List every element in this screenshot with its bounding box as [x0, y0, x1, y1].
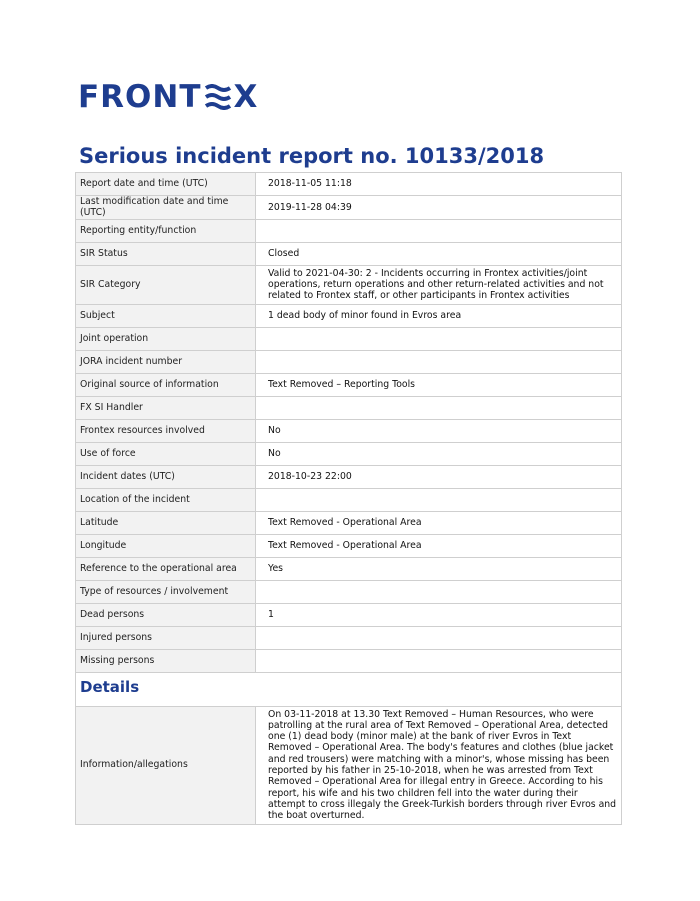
table-row: [76, 511, 622, 534]
field-value: 2019-11-28 04:39: [256, 196, 622, 220]
table-row: [76, 649, 622, 672]
table-row: [76, 626, 622, 649]
table-row: [76, 706, 622, 824]
field-value: [256, 649, 622, 672]
logo-text-left: FRONT: [78, 79, 202, 115]
field-value: [256, 219, 622, 242]
table-row: [76, 327, 622, 350]
field-label: Subject: [76, 304, 256, 327]
table-row: [76, 396, 622, 419]
field-value: [256, 488, 622, 511]
field-value: [256, 580, 622, 603]
field-value: 1: [256, 603, 622, 626]
field-value: No: [256, 419, 622, 442]
report-title: Serious incident report no. 10133/2018: [79, 144, 545, 168]
table-row: [76, 534, 622, 557]
table-row: [76, 196, 622, 220]
field-label: Location of the incident: [76, 488, 256, 511]
logo-text-right: X: [233, 79, 259, 115]
incident-report-table: [75, 172, 622, 825]
field-label: Joint operation: [76, 327, 256, 350]
table-row: [76, 219, 622, 242]
details-heading: Details: [80, 678, 140, 697]
field-label: Reference to the operational area: [76, 557, 256, 580]
field-label: Incident dates (UTC): [76, 465, 256, 488]
table-row: [76, 350, 622, 373]
details-heading-cell: [76, 672, 622, 706]
field-value: Text Removed - Operational Area: [256, 511, 622, 534]
table-row: [76, 373, 622, 396]
field-value: Yes: [256, 557, 622, 580]
field-value: 2018-11-05 11:18: [256, 173, 622, 196]
field-label: Report date and time (UTC): [76, 173, 256, 196]
field-label: Frontex resources involved: [76, 419, 256, 442]
frontex-logo: [78, 79, 259, 115]
table-row: [76, 442, 622, 465]
field-label: FX SI Handler: [76, 396, 256, 419]
table-row: [76, 465, 622, 488]
field-value: Closed: [256, 242, 622, 265]
logo-wave-e-icon: [204, 84, 232, 110]
field-label: Original source of information: [76, 373, 256, 396]
table-row: [76, 580, 622, 603]
field-label: Information/allegations: [76, 706, 256, 824]
table-row: [76, 242, 622, 265]
field-label: SIR Category: [76, 265, 256, 304]
information-allegations-text: On 03-11-2018 at 13.30 Text Removed – Human Resources, who were patrolling at the rural area of Text Removed – Operational Area, detected one (1) dead body (minor male) at the bank of river Evros in Text Removed – Operational Area. The body's features and clothes (blue jacket and red trousers) were matching with a minor's, whose missing has been reported by his father in 25-10-2018, when he was arrested from Text Removed – Operational Area for illegal entry in Greece. According to his report, his wife and his two children fell into the water during their attempt to cross illegaly the Greek-Turkish borders through river Evros and the boat overturned.: [256, 706, 622, 824]
field-value: No: [256, 442, 622, 465]
table-row: [76, 173, 622, 196]
field-value: 1 dead body of minor found in Evros area: [256, 304, 622, 327]
field-value: [256, 626, 622, 649]
field-label: SIR Status: [76, 242, 256, 265]
details-section-row: [76, 672, 622, 706]
field-label: Type of resources / involvement: [76, 580, 256, 603]
field-label: Latitude: [76, 511, 256, 534]
table-row: [76, 419, 622, 442]
table-row: [76, 557, 622, 580]
table-row: [76, 265, 622, 304]
field-label: Reporting entity/function: [76, 219, 256, 242]
table-row: [76, 304, 622, 327]
field-value: 2018-10-23 22:00: [256, 465, 622, 488]
field-label: Dead persons: [76, 603, 256, 626]
field-value: Text Removed – Reporting Tools: [256, 373, 622, 396]
field-label: JORA incident number: [76, 350, 256, 373]
field-label: Injured persons: [76, 626, 256, 649]
field-value: [256, 350, 622, 373]
field-value: Text Removed - Operational Area: [256, 534, 622, 557]
field-label: Missing persons: [76, 649, 256, 672]
field-value: Valid to 2021-04-30: 2 - Incidents occurring in Frontex activities/joint operations, return operations and other return-related activities and not related to Frontex staff, or other participants in Frontex activities: [256, 265, 622, 304]
field-label: Last modification date and time (UTC): [76, 196, 256, 220]
field-label: Use of force: [76, 442, 256, 465]
field-label: Longitude: [76, 534, 256, 557]
table-row: [76, 488, 622, 511]
field-value: [256, 327, 622, 350]
field-value: [256, 396, 622, 419]
table-row: [76, 603, 622, 626]
